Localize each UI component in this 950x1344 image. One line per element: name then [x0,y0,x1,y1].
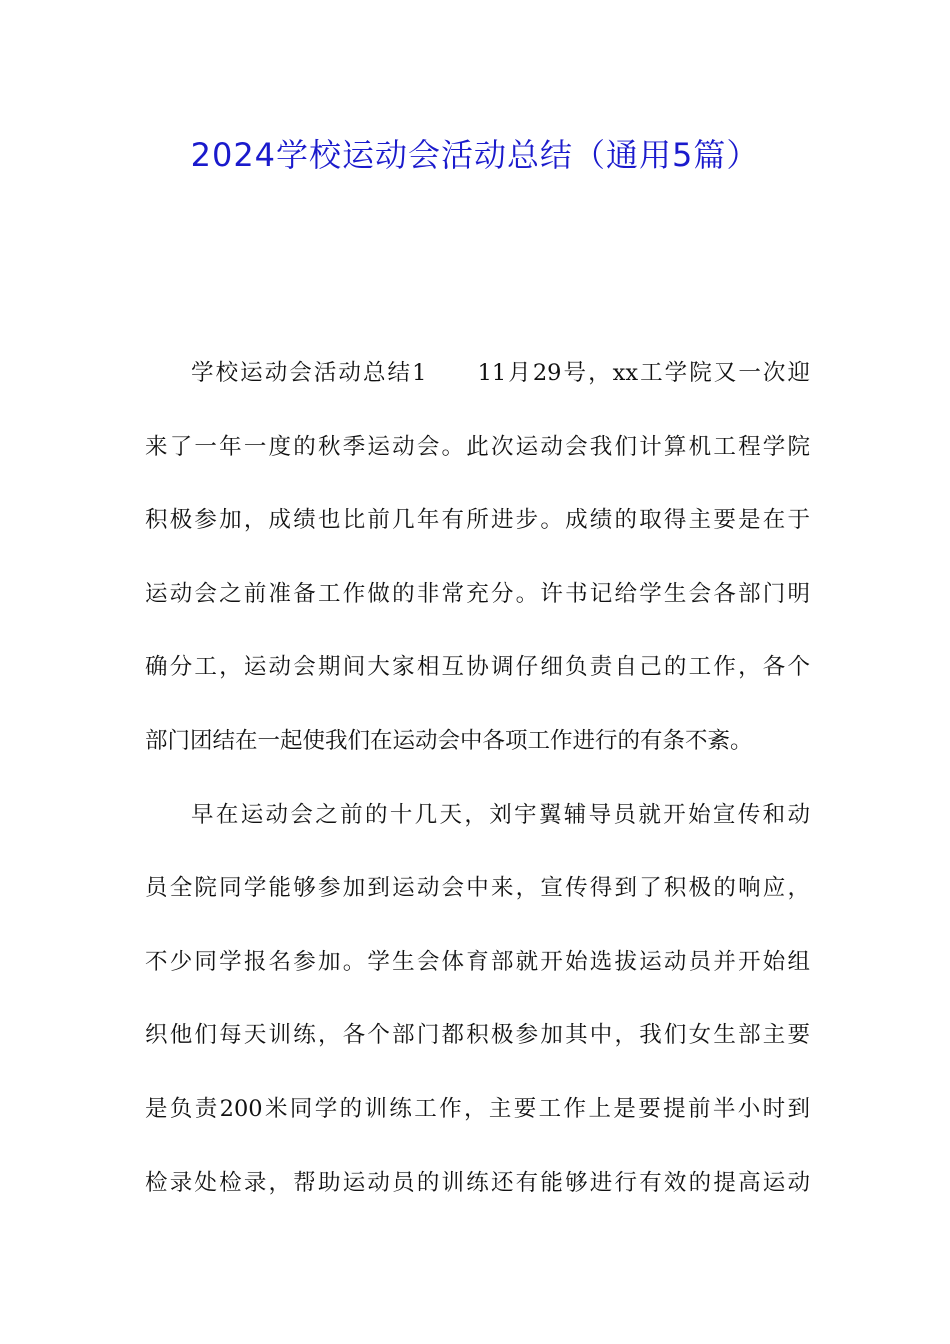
paragraph-line: 不少同学报名参加。学生会体育部就开始选拔运动员并开始组 [145,948,810,975]
paragraph-line: 运动会之前准备工作做的非常充分。许书记给学生会各部门明 [145,580,810,607]
paragraph-line: 来了一年一度的秋季运动会。此次运动会我们计算机工程学院 [145,433,810,460]
paragraph-line: 部门团结在一起使我们在运动会中各项工作进行的有条不紊。 [145,727,753,754]
paragraph-line: 学校运动会活动总结1 11月29号，xx工学院又一次迎 [191,360,810,386]
document-title: 2024学校运动会活动总结（通用5篇） [190,136,760,174]
paragraph-line: 积极参加，成绩也比前几年有所进步。成绩的取得主要是在于 [145,507,810,534]
paragraph-line: 确分工，运动会期间大家相互协调仔细负责自己的工作，各个 [145,654,810,681]
paragraph-line: 早在运动会之前的十几天，刘宇翼辅导员就开始宣传和动 [191,801,810,828]
document-body [145,337,810,1220]
paragraph-line: 织他们每天训练，各个部门都积极参加其中，我们女生部主要 [145,1022,810,1049]
paragraph-line: 员全院同学能够参加到运动会中来，宣传得到了积极的响应， [145,875,810,902]
paragraph-line: 是负责200米同学的训练工作，主要工作上是要提前半小时到 [145,1095,810,1122]
paragraph-line: 检录处检录，帮助运动员的训练还有能够进行有效的提高运动 [145,1169,810,1196]
